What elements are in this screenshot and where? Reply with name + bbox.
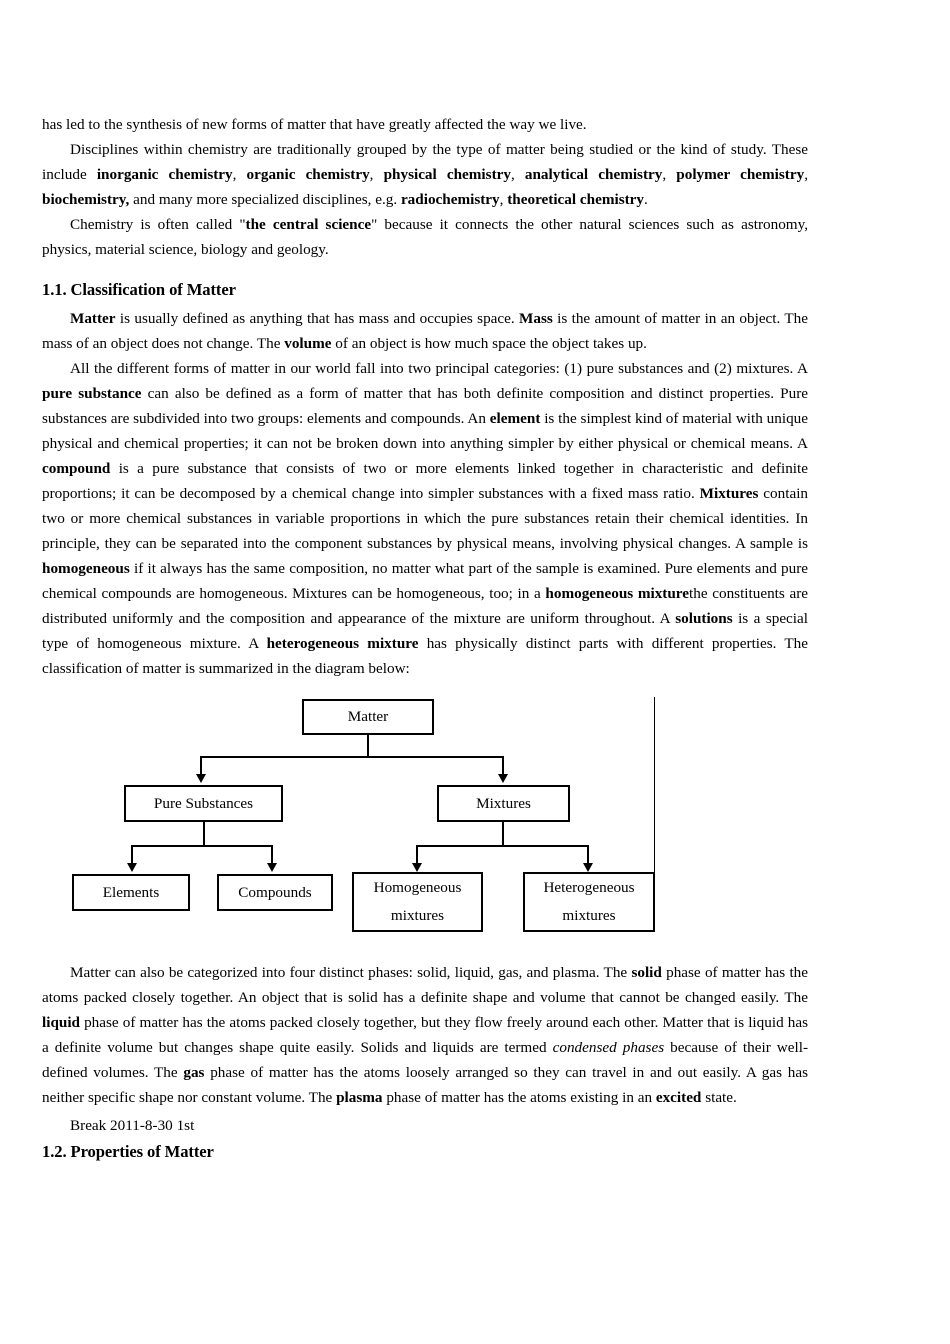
inline-text-run: , (804, 166, 809, 183)
inline-bold-run: excited (655, 1089, 702, 1106)
connector-mixtures-bus (416, 845, 589, 847)
inline-text-run: Chemistry is often called " (70, 216, 246, 233)
inline-bold-run: solid (631, 964, 662, 981)
inline-text-run: , (369, 166, 384, 183)
inline-bold-run: organic chemistry (246, 166, 370, 183)
inline-text-run: phase of matter has the atoms existing in an (382, 1089, 656, 1106)
connector-pure-substances-stem (203, 822, 205, 845)
connector-to-homogeneous-drop (416, 845, 418, 864)
diagram-node-mixtures-label: Mixtures (476, 794, 531, 812)
inline-bold-run: radiochemistry (400, 191, 500, 208)
arrow-down-icon-to-elements (127, 863, 137, 872)
diagram-right-rule (654, 697, 655, 872)
inline-text-run: is the simplest kind of material with unique physical and chemical properties; it can not be broken down into anything simpler by either physical or chemical means. A (42, 410, 808, 452)
inline-text-run: , (662, 166, 677, 183)
inline-bold-run: pure substance (42, 385, 142, 402)
inline-text-run: is a special type of homogeneous mixture. A (42, 610, 808, 652)
inline-bold-run: plasma (336, 1089, 383, 1106)
paragraph-central-science (42, 212, 808, 262)
inline-bold-run: Mass (519, 310, 553, 327)
inline-bold-run: analytical chemistry (524, 166, 663, 183)
inline-bold-run: polymer chemistry (676, 166, 805, 183)
inline-text-run: contain two or more chemical substances in variable proportions in which the pure substances retain their chemical identities. In principle, they can be separated into the component substances by physical means, involving physical changes. A sample is (42, 485, 809, 552)
diagram-node-homogeneous-mixtures-label-line2: mixtures (390, 907, 445, 924)
inline-bold-run: inorganic chemistry (96, 166, 233, 183)
inline-text-run: is usually defined as anything that has mass and occupies space. (115, 310, 520, 327)
inline-bold-run: heterogeneous mixture (266, 635, 419, 652)
paragraph-intro-continued (42, 112, 808, 137)
inline-bold-run: the central science (245, 216, 372, 233)
inline-bold-run: solutions (675, 610, 733, 627)
connector-root-bus (200, 756, 504, 758)
diagram-node-elements-label: Elements (102, 883, 160, 901)
inline-text-run: phase of matter has the atoms packed closely together, but they flow freely around each other. Matter that is liquid has a definite volume but changes shape quite easily. Solids and liquids are termed (42, 1014, 808, 1056)
inline-text-run: Matter can also be categorized into four distinct phases: solid, liquid, gas, and plasma. The (70, 964, 632, 981)
arrow-down-icon-to-homogeneous-mixtures (412, 863, 422, 872)
diagram-node-elements (72, 874, 190, 911)
connector-root-left-drop (200, 756, 202, 775)
inline-bold-run: liquid (42, 1014, 80, 1031)
inline-text-run: is a pure substance that consists of two or more elements linked together in characteristic and definite proportions; it can be decomposed by a chemical change into simpler substances with a fixed mass ratio. (42, 460, 808, 502)
inline-text-run: , (499, 191, 508, 208)
inline-text-run: Disciplines within chemistry are traditionally grouped by the type of matter being studied or the kind of study. These include (42, 141, 808, 183)
inline-italic-run: condensed phases (552, 1039, 665, 1056)
classification-of-matter-diagram (42, 691, 808, 946)
inline-text-run: , (510, 166, 525, 183)
paragraph-classification (42, 356, 808, 681)
connector-to-heterogeneous-drop (587, 845, 589, 864)
diagram-node-homogeneous-mixtures (352, 872, 483, 932)
inline-text-run: and many more specialized disciplines, e.g. (129, 191, 401, 208)
paragraph-matter-definition (42, 306, 808, 356)
inline-bold-run: Mixtures (699, 485, 759, 502)
diagram-node-matter (302, 699, 434, 735)
arrow-down-icon-to-pure-substances (196, 774, 206, 783)
inline-text-run: has led to the synthesis of new forms of matter that have greatly affected the way we live. (42, 116, 587, 133)
inline-bold-run: homogeneous mixture (545, 585, 690, 602)
diagram-node-heterogeneous-mixtures (523, 872, 655, 932)
inline-text-run: All the different forms of matter in our world fall into two principal categories: (1) pure substances and (2) mixtures. A (70, 360, 808, 377)
inline-text-run: if it always has the same composition, no matter what part of the sample is examined. Pure elements and pure chemical compounds are homogeneous. Mixtures can be homogeneous, too; in a (42, 560, 808, 602)
inline-bold-run: element (489, 410, 541, 427)
document-page (42, 112, 808, 1168)
diagram-node-homogeneous-mixtures-label-line1: Homogeneous (373, 879, 462, 896)
diagram-node-pure-substances (124, 785, 283, 822)
arrow-down-icon-to-mixtures (498, 774, 508, 783)
inline-text-run: state. (701, 1089, 737, 1106)
arrow-down-icon-to-heterogeneous-mixtures (583, 863, 593, 872)
connector-to-compounds-drop (271, 845, 273, 864)
heading-1-1-classification-of-matter: 1.1. Classification of Matter (42, 280, 236, 299)
diagram-node-compounds-label: Compounds (238, 883, 312, 901)
inline-text-run: of an object is how much space the object takes up. (331, 335, 647, 352)
connector-pure-substances-bus (131, 845, 273, 847)
paragraph-disciplines (42, 137, 808, 212)
inline-text-run: has physically distinct parts with different properties. The classification of matter is summarized in the diagram below: (42, 635, 809, 677)
connector-to-elements-drop (131, 845, 133, 864)
inline-bold-run: Matter (70, 310, 116, 327)
inline-text-run: the constituents are distributed uniformly and the composition and appearance of the mixture are uniform throughout. A (42, 585, 809, 627)
diagram-node-matter-label: Matter (347, 708, 389, 725)
paragraph-phases (42, 960, 808, 1110)
diagram-node-heterogeneous-mixtures-label-line2: mixtures (562, 907, 616, 924)
connector-mixtures-stem (502, 822, 504, 845)
inline-text-run: . (644, 191, 648, 208)
inline-text-run: phase of matter has the atoms loosely arranged so they can travel in and out easily. A gas has neither specific shape nor constant volume. The (42, 1064, 809, 1106)
diagram-node-compounds (217, 874, 333, 911)
inline-bold-run: biochemistry, (42, 191, 130, 208)
connector-root-right-drop (502, 756, 504, 775)
inline-bold-run: homogeneous (42, 560, 130, 577)
inline-text-run: " because it connects the other natural sciences such as astronomy, physics, material science, biology and geology. (42, 216, 809, 258)
inline-text-run: because of their well-defined volumes. The (42, 1039, 809, 1081)
connector-root-stem (367, 735, 369, 756)
inline-text-run: , (232, 166, 247, 183)
inline-bold-run: physical chemistry (383, 166, 511, 183)
inline-text-run: phase of matter has the atoms packed closely together. An object that is solid has a definite shape and volume that cannot be changed easily. The (42, 964, 808, 1006)
break-note: Break 2011-8-30 1st (70, 1117, 195, 1134)
inline-bold-run: compound (42, 460, 111, 477)
inline-bold-run: gas (183, 1064, 205, 1081)
diagram-node-heterogeneous-mixtures-label-line1: Heterogeneous (543, 879, 635, 896)
inline-text-run: can also be defined as a form of matter that has both definite composition and distinct properties. Pure substances are subdivided into two groups: elements and compounds. An (42, 385, 809, 427)
inline-bold-run: theoretical chemistry (507, 191, 645, 208)
diagram-node-pure-substances-label: Pure Substances (153, 794, 254, 812)
heading-1-2-properties-of-matter: 1.2. Properties of Matter (42, 1142, 214, 1161)
diagram-node-mixtures (437, 785, 570, 822)
arrow-down-icon-to-compounds (267, 863, 277, 872)
inline-bold-run: volume (284, 335, 332, 352)
inline-text-run: is the amount of matter in an object. The mass of an object does not change. The (42, 310, 809, 352)
